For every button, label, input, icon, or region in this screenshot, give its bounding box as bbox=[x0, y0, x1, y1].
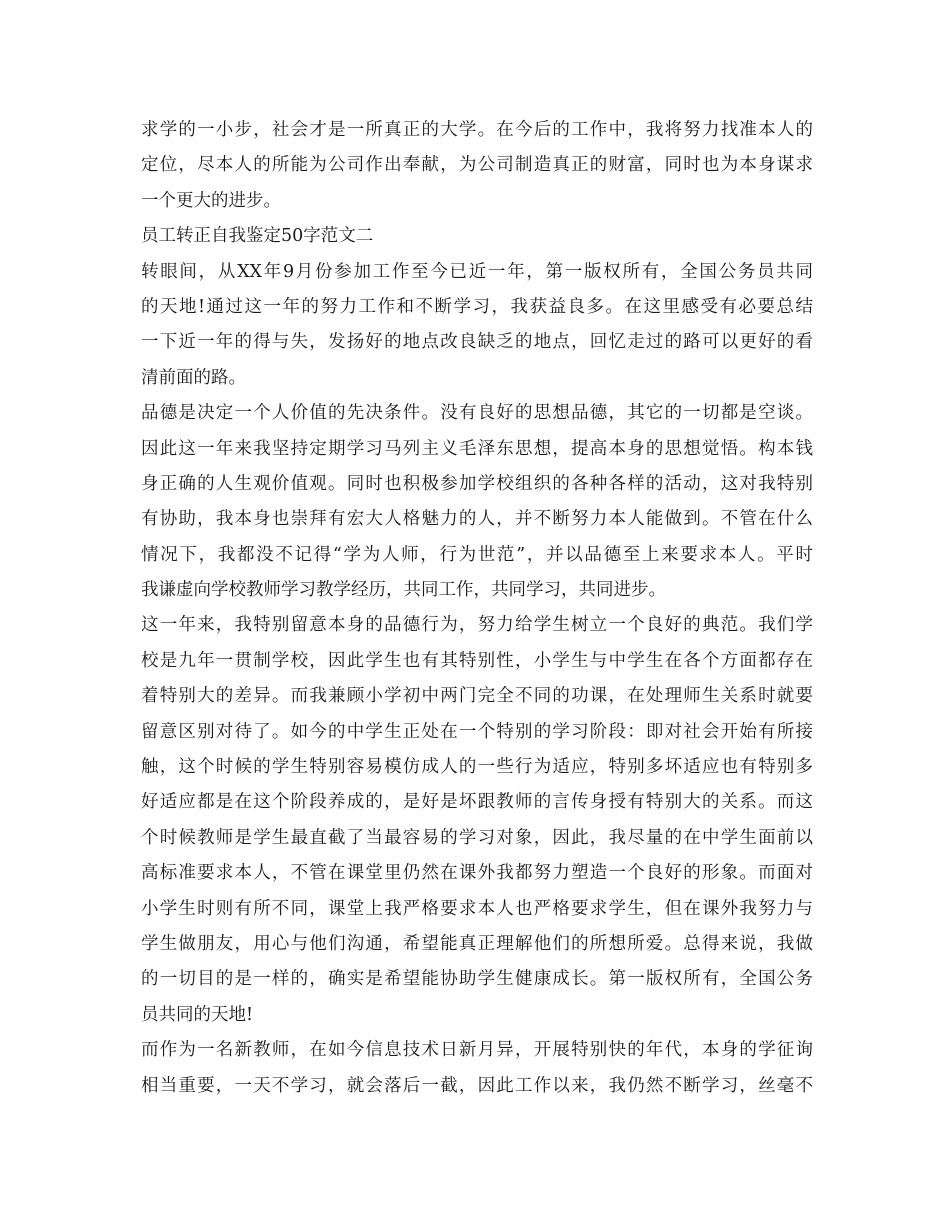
text-line: 有协助，我本身也崇拜有宏大人格魅力的人，并不断努力本人能做到。不管在什么 bbox=[141, 509, 813, 530]
text-line: 相当重要，一天不学习，就会落后一截，因此工作以来，我仍然不断学习，丝毫不 bbox=[141, 1075, 813, 1096]
text-line: 这一年来，我特别留意本身的品德行为，努力给学生树立一个良好的典范。我们学 bbox=[141, 615, 813, 636]
text-line: 留意区别对待了。如今的中学生正处在一个特别的学习阶段：即对社会开始有所接 bbox=[141, 721, 813, 742]
text-line: 着特别大的差异。而我兼顾小学初中两门完全不同的功课，在处理师生关系时就要 bbox=[141, 686, 813, 707]
text-line: 一下近一年的得与失，发扬好的地点改良缺乏的地点，回忆走过的路可以更好的看 bbox=[141, 332, 813, 353]
text-line: 的天地!通过这一年的努力工作和不断学习，我获益良多。在这里感受有必要总结 bbox=[141, 296, 813, 317]
text-line: 而作为一名新教师，在如今信息技术日新月异，开展特别快的年代，本身的学征询 bbox=[141, 1040, 813, 1061]
text-line: 清前面的路。 bbox=[141, 367, 246, 388]
text-line: 因此这一年来我坚持定期学习马列主义毛泽东思想，提高本身的思想觉悟。构本钱 bbox=[141, 438, 813, 459]
text-line: 我谦虚向学校教师学习教学经历，共同工作，共同学习，共同进步。 bbox=[141, 580, 666, 601]
text-line: 身正确的人生观价值观。同时也积极参加学校组织的各种各样的活动，这对我特别 bbox=[141, 473, 813, 494]
section-heading: 员工转正自我鉴定50字范文二 bbox=[141, 226, 374, 247]
text-line: 校是九年一贯制学校，因此学生也有其特别性，小学生与中学生在各个方面都存在 bbox=[141, 650, 813, 671]
text-line: 求学的一小步，社会才是一所真正的大学。在今后的工作中，我将努力找准本人的 bbox=[141, 120, 813, 140]
text-line: 高标准要求本人，不管在课堂里仍然在课外我都努力塑造一个良好的形象。而面对 bbox=[141, 863, 813, 884]
text-line: 的一切目的是一样的，确实是希望能协助学生健康成长。第一版权所有，全国公务 bbox=[141, 969, 813, 990]
text-line: 个时候教师是学生最直截了当最容易的学习对象，因此，我尽量的在中学生面前以 bbox=[141, 827, 813, 848]
document-body bbox=[141, 113, 813, 1104]
text-line: 情况下，我都没不记得“学为人师，行为世范”，并以品德至上来要求本人。平时 bbox=[141, 544, 813, 565]
text-line: 转眼间，从XX年9月份参加工作至今已近一年，第一版权所有，全国公务员共同 bbox=[141, 261, 813, 282]
text-line: 定位，尽本人的所能为公司作出奉献，为公司制造真正的财富，同时也为本身谋求 bbox=[141, 155, 813, 176]
text-line: 品德是决定一个人价值的先决条件。没有良好的思想品德，其它的一切都是空谈。 bbox=[141, 403, 813, 424]
text-line: 小学生时则有所不同，课堂上我严格要求本人也严格要求学生，但在课外我努力与 bbox=[141, 898, 813, 919]
text-line: 员共同的天地! bbox=[141, 1004, 254, 1025]
text-line: 学生做朋友，用心与他们沟通，希望能真正理解他们的所想所爱。总得来说，我做 bbox=[141, 933, 813, 954]
text-line: 触，这个时候的学生特别容易模仿成人的一些行为适应，特别多坏适应也有特别多 bbox=[141, 757, 813, 778]
text-line: 好适应都是在这个阶段养成的，是好是坏跟教师的言传身授有特别大的关系。而这 bbox=[141, 792, 813, 813]
text-line: 一个更大的进步。 bbox=[141, 190, 281, 211]
